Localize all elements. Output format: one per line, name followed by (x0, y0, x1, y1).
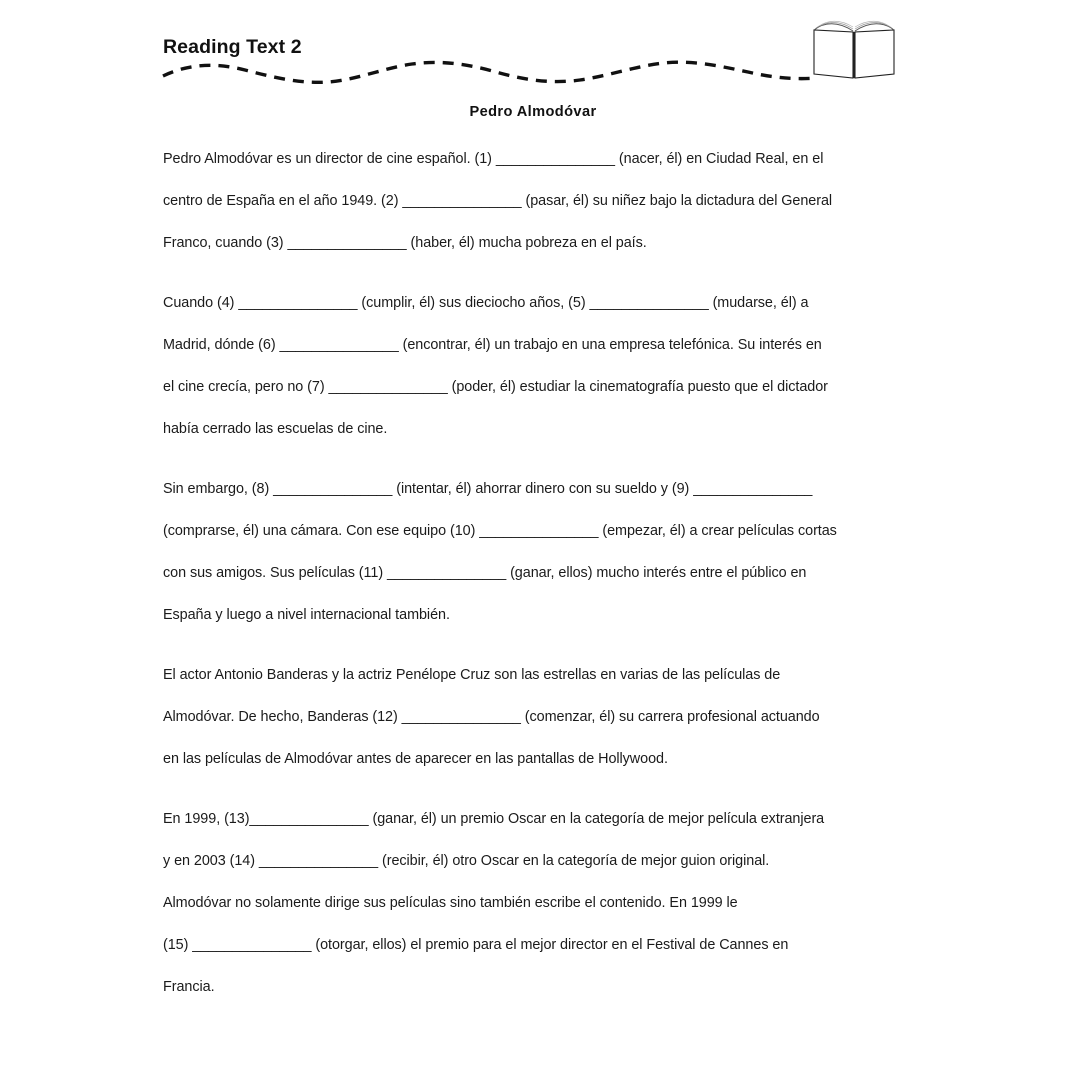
worksheet-header (0, 0, 1080, 95)
passage-line: en las películas de Almodóvar antes de aparecer en las pantallas de Hollywood. (163, 751, 668, 767)
passage-line: Cuando (4) _______________ (cumplir, él) sus dieciocho años, (5) _______________ (mudarse, él) a (163, 295, 809, 311)
passage-line: Almodóvar. De hecho, Banderas (12) _______________ (comenzar, él) su carrera profesional actuando (163, 709, 820, 725)
passage-line: Pedro Almodóvar es un director de cine español. (1) _______________ (nacer, él) en Ciudad Real, en el (163, 151, 824, 167)
passage-line: El actor Antonio Banderas y la actriz Penélope Cruz son las estrellas en varias de las películas de (163, 667, 781, 683)
passage-line: En 1999, (13)_______________ (ganar, él) un premio Oscar en la categoría de mejor película extranjera (163, 811, 825, 827)
reading-passage (163, 104, 895, 1008)
passage-line: Sin embargo, (8) _______________ (intentar, él) ahorrar dinero con su sueldo y (9) _______________ (163, 481, 813, 497)
paragraph-4 (163, 654, 895, 780)
passage-line: el cine crecía, pero no (7) _______________ (poder, él) estudiar la cinematografía puesto que el dictador (163, 379, 828, 395)
paragraph-5 (163, 798, 895, 1008)
passage-line: Franco, cuando (3) _______________ (haber, él) mucha pobreza en el país. (163, 235, 647, 251)
paragraph-2 (163, 282, 895, 450)
passage-title: Pedro Almodóvar (469, 104, 597, 120)
page-title: Reading Text 2 (163, 36, 302, 58)
passage-line: Almodóvar no solamente dirige sus películas sino también escribe el contenido. En 1999 le (163, 895, 738, 911)
open-book-icon (808, 14, 900, 84)
passage-line: centro de España en el año 1949. (2) _______________ (pasar, él) su niñez bajo la dictadura del General (163, 193, 833, 209)
paragraph-3 (163, 468, 895, 636)
passage-line: España y luego a nivel internacional también. (163, 607, 450, 623)
passage-line: (15) _______________ (otorgar, ellos) el premio para el mejor director en el Festival de Cannes en (163, 937, 789, 953)
passage-line: (comprarse, él) una cámara. Con ese equipo (10) _______________ (empezar, él) a crear películas cortas (163, 523, 837, 539)
passage-line: Madrid, dónde (6) _______________ (encontrar, él) un trabajo en una empresa telefónica. Su interés en (163, 337, 822, 353)
wavy-dashed-divider (160, 54, 820, 88)
passage-line: y en 2003 (14) _______________ (recibir, él) otro Oscar en la categoría de mejor guion original. (163, 853, 770, 869)
paragraph-1 (163, 138, 895, 264)
passage-line: había cerrado las escuelas de cine. (163, 421, 388, 437)
passage-line: Francia. (163, 979, 215, 995)
passage-line: con sus amigos. Sus películas (11) _______________ (ganar, ellos) mucho interés entre el público en (163, 565, 807, 581)
